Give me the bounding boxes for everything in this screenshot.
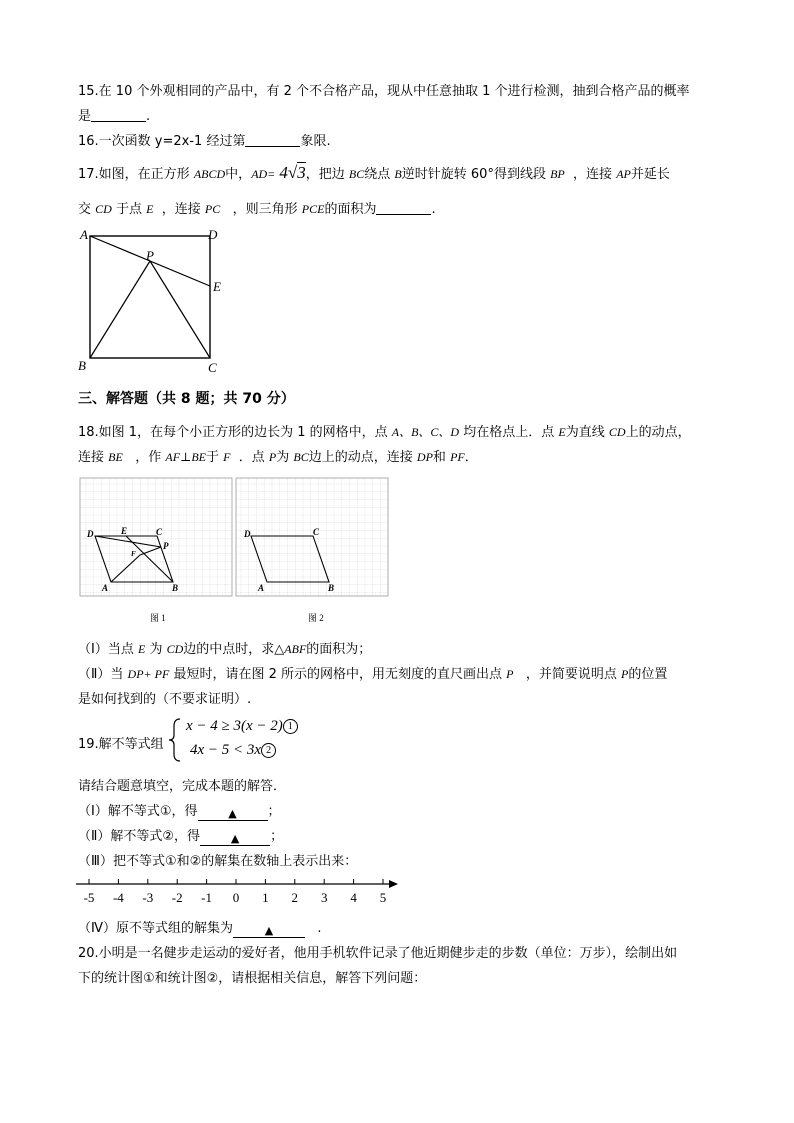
q17-line2: [78, 198, 436, 217]
q18-cd: CD: [608, 425, 626, 439]
q17-text: ，连接: [573, 167, 613, 182]
q18-text: （Ⅱ）当: [78, 667, 124, 682]
q19-part2-blank[interactable]: [200, 831, 270, 846]
q18-part2-dp-pf: DP+ PF: [127, 667, 170, 681]
f1-label-d: D: [87, 529, 94, 539]
q18-part1-e: E: [137, 642, 146, 656]
q18-text: 上的动点，: [625, 425, 691, 440]
q15-answer-blank[interactable]: [91, 107, 146, 122]
q19-text: .: [317, 921, 322, 936]
q17-text: 绕点: [364, 167, 391, 182]
q18-part2-p: P: [506, 667, 514, 681]
label-e: E: [213, 279, 221, 294]
segment-bp: [90, 261, 150, 358]
q19-part3: （Ⅲ）把不等式①和②的解集在数轴上表示出来：: [78, 854, 358, 869]
label-a: A: [80, 227, 88, 242]
q17-e: E: [146, 202, 154, 216]
q19-text: ；: [270, 829, 284, 844]
label-d: D: [208, 227, 218, 242]
q18-f: F: [223, 450, 231, 464]
f1-label-e: E: [121, 526, 128, 536]
axis-tick-label: 5: [379, 890, 387, 905]
q18-be: BE: [108, 450, 123, 464]
axis-arrow-icon: [389, 880, 398, 888]
q18-text: （Ⅰ）当点: [78, 642, 134, 657]
axis-ticks: [84, 879, 387, 905]
axis-tick-label: 1: [262, 890, 269, 905]
q17-text: 的面积为: [324, 202, 377, 217]
q18-points: A、B、C、D: [391, 425, 460, 439]
q19-instruction: 请结合题意填空，完成本题的解答．: [78, 779, 287, 794]
q20-line1: 20.小明是一名健步走运动的爱好者，他用手机软件记录了他近期健步走的步数（单位：万步），绘制出如: [78, 946, 678, 961]
q18-text: 为: [149, 642, 163, 657]
q15-line2: [78, 105, 150, 124]
q15-line1: 15.在 10 个外观相同的产品中，有 2 个不合格产品，现从中任意抽取 1 个进行检测，抽到合格产品的概率: [78, 84, 690, 99]
axis-tick-label: 0: [232, 890, 240, 905]
q19-part1: [78, 800, 281, 821]
fig2-caption: 图 2: [308, 613, 324, 623]
q19-text: （Ⅳ）原不等式组的解集为: [78, 921, 233, 936]
q18-text: 均在格点上．点: [463, 425, 555, 440]
triangle-icon: ▲: [228, 807, 237, 820]
q18-pf: PF: [450, 450, 465, 464]
q18-text: ，作: [135, 450, 162, 465]
q17-abcd: ABCD: [193, 167, 226, 181]
q18-text: 为: [276, 450, 290, 465]
q18-text: 于: [206, 450, 220, 465]
q17-square-figure: [72, 224, 232, 376]
q18-line2: [78, 446, 478, 465]
f1-label-c: C: [156, 527, 163, 537]
q17-text: ，连接: [161, 202, 201, 217]
f2-label-a: A: [258, 583, 265, 593]
q18-af-perp-be: AF⊥BE: [165, 450, 206, 464]
q15-suffix: .: [146, 109, 151, 124]
q18-grid-figures: [78, 476, 390, 626]
f1-label-f: F: [131, 550, 136, 558]
q19-inequality-1: [186, 718, 298, 735]
q17-ap: AP: [616, 167, 631, 181]
q17-ad: AD=: [251, 167, 276, 181]
q18-text: 和: [432, 450, 446, 465]
q17-cd: CD: [95, 202, 112, 216]
q17-text: ，则三角形: [232, 202, 298, 217]
q16: [78, 130, 331, 149]
label-c: C: [208, 360, 217, 375]
section-3-title: 三、解答题（共 8 题；共 70 分）: [78, 391, 295, 407]
q17-coef: 4: [279, 163, 288, 182]
q17-text: 于点: [115, 202, 142, 217]
q18-text: 连接: [78, 450, 105, 465]
q19-part1-blank[interactable]: [198, 806, 268, 821]
q17-answer-blank[interactable]: [376, 200, 431, 215]
q17-text: 17.如图，在正方形: [78, 167, 190, 182]
axis-tick-label: -4: [112, 890, 124, 905]
q17-pce: PCE: [301, 202, 325, 216]
q19-ineq2-text: 4x − 5 < 3x: [190, 742, 262, 758]
q19-text: （Ⅱ）解不等式②，得: [78, 829, 201, 844]
grid-figure-2: [236, 478, 388, 596]
q17-bp: BP: [550, 167, 565, 181]
q19-circle-1: 1: [283, 719, 298, 734]
q18-part1: [78, 638, 371, 657]
axis-tick-label: -2: [171, 890, 183, 905]
q18-part2-line1: [78, 663, 667, 682]
q18-line1: [78, 421, 691, 440]
q19-ineq1-text: x − 4 ≥ 3(x − 2): [186, 718, 283, 734]
q17-line1: [78, 163, 670, 183]
q15-prefix: 是: [78, 109, 92, 124]
q18-text: 18.如图 1，在每个小正方形的边长为 1 的网格中，点: [78, 425, 388, 440]
f1-label-a: A: [102, 583, 109, 593]
q19-text: ；: [267, 804, 281, 819]
triangle-icon: ▲: [230, 832, 240, 845]
label-p: P: [146, 248, 154, 263]
q18-part2-line2: 是如何找到的（不要求证明）.: [78, 692, 252, 707]
q19-text: （Ⅰ）解不等式①，得: [78, 804, 198, 819]
q17-bc: BC: [348, 167, 365, 181]
axis-tick-label: -3: [142, 890, 154, 905]
q17-b: B: [394, 167, 402, 181]
q18-dp: DP: [416, 450, 433, 464]
segment-pc: [150, 261, 210, 358]
q18-part1-cd: CD: [166, 642, 184, 656]
q17-text: .: [431, 202, 436, 217]
fig1-caption: 图 1: [150, 613, 166, 623]
q17-text: 交: [78, 202, 92, 217]
triangle-icon: ▲: [264, 924, 274, 937]
q17-text: 中，: [225, 167, 252, 182]
f1-label-b: B: [172, 583, 179, 593]
q18-text: 最短时，请在图 2 所示的网格中，用无刻度的直尺画出点: [173, 667, 502, 682]
f2-label-d: D: [244, 529, 251, 539]
axis-tick-label: 3: [320, 890, 328, 905]
q17-radicand: 3: [297, 163, 306, 182]
q18-p: P: [268, 450, 277, 464]
q18-text: ．: [464, 450, 478, 465]
q18-part1-abf: ABF: [284, 642, 307, 656]
q19-part4-blank[interactable]: [233, 923, 305, 938]
q18-text: ，并简要说明点: [525, 667, 617, 682]
q17-text: ，把边: [305, 167, 345, 182]
q18-text: 边上的动点，连接: [308, 450, 413, 465]
f1-label-p: P: [163, 541, 169, 551]
q16-answer-blank[interactable]: [245, 132, 300, 147]
q18-part2-p2: P: [621, 667, 629, 681]
q19-prefix: 19.解不等式组: [78, 737, 164, 752]
f2-label-c: C: [313, 527, 320, 537]
q18-text: ．点: [238, 450, 265, 465]
q18-text: 的位置: [628, 667, 668, 682]
axis-tick-label: -1: [201, 890, 213, 905]
q18-bc: BC: [293, 450, 309, 464]
axis-tick-label: 4: [350, 890, 357, 905]
axis-tick-label: 2: [291, 890, 299, 905]
q16-prefix: 16.一次函数 y=2x-1 经过第: [78, 134, 246, 149]
f2-label-b: B: [328, 583, 335, 593]
q19-brace: [166, 716, 186, 764]
q19-circle-2: 2: [261, 743, 276, 758]
q18-text: 的面积为；: [306, 642, 372, 657]
q17-text: 并延长: [630, 167, 670, 182]
q17-pc: PC: [204, 202, 221, 216]
q19-inequality-2: [190, 742, 276, 759]
axis-tick-label: -5: [83, 890, 95, 905]
label-b: B: [78, 358, 86, 373]
q20-line2: 下的统计图①和统计图②，请根据相关信息，解答下列问题：: [78, 971, 427, 986]
q18-text: 为直线: [565, 425, 605, 440]
q17-text: 逆时针旋转 60°得到线段: [401, 167, 546, 182]
q18-text: 边的中点时，求△: [183, 642, 285, 657]
q19-part2: [78, 825, 283, 846]
q16-suffix: 象限.: [300, 134, 331, 149]
q18-e: E: [558, 425, 566, 439]
q17-sqrt-expr: 4√3: [279, 163, 306, 182]
q19-number-line: [74, 874, 404, 908]
q19-part4: [78, 917, 322, 938]
